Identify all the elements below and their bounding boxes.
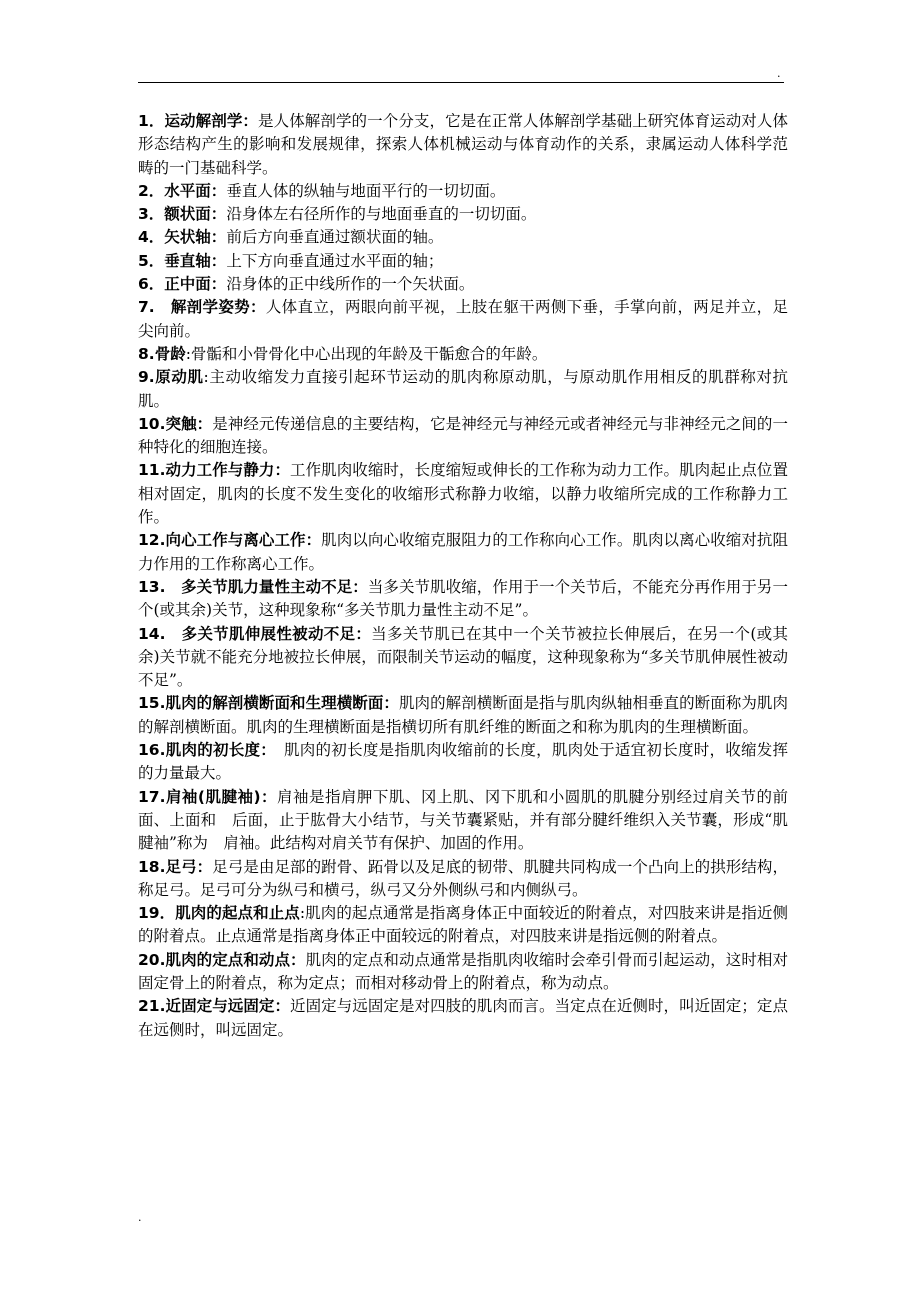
entry-number: 17. <box>138 787 166 806</box>
entry-number: 7. <box>138 298 171 317</box>
entry-term: 肩袖(肌腱袖)： <box>165 787 277 806</box>
entry-term: 原动肌 <box>154 368 204 387</box>
entry-term: 水平面： <box>164 181 227 200</box>
entry-definition: 近固定与远固定是对四肢的肌肉而言。当定点在近侧时，叫近固定；定点在远侧时，叫远固定。 <box>138 997 788 1039</box>
entry-18 <box>138 856 788 903</box>
footer-mark: . <box>138 1211 142 1224</box>
entry-number: 8. <box>138 344 155 363</box>
entry-definition: :骨骺和小骨骨化中心出现的年龄及干骺愈合的年龄。 <box>185 344 548 363</box>
entry-number: 6． <box>138 275 165 294</box>
entry-number: 15. <box>138 694 166 713</box>
entry-definition: 肩袖是指肩胛下肌、冈上肌、冈下肌和小圆肌的肌腱分别经过肩关节的前面、上面和 后面，止于肱骨大小结节，与关节囊紧贴，并有部分腱纤维织入关节囊，形成“肌腱袖”称为 肩袖。此结构对肩关节有保护、加固的作用。 <box>138 787 788 853</box>
entry-term: 额状面： <box>164 205 227 224</box>
entry-term: 解剖学姿势： <box>170 298 266 317</box>
entry-term: 肌肉的定点和动点： <box>165 950 306 969</box>
entry-21 <box>138 995 788 1042</box>
entry-7 <box>138 296 788 343</box>
entry-definition: 肌肉以向心收缩克服阻力的工作称向心工作。肌肉以离心收缩对抗阻力作用的工作称离心工作。 <box>138 531 788 573</box>
entry-definition: :主动收缩发力直接引起环节运动的肌肉称原动肌，与原动肌作用相反的肌群称对抗肌。 <box>138 368 788 410</box>
entry-number: 5． <box>138 251 165 270</box>
entry-term: 向心工作与离心工作： <box>165 531 322 550</box>
entry-3 <box>138 203 788 226</box>
entry-term: 垂直轴： <box>164 251 227 270</box>
entry-16 <box>138 739 788 786</box>
entry-number: 14. <box>138 624 182 643</box>
entry-term: 正中面： <box>164 275 227 294</box>
entry-term: 近固定与远固定： <box>165 997 291 1016</box>
entry-number: 20. <box>138 950 166 969</box>
entry-definition: 上下方向垂直通过水平面的轴； <box>226 251 444 270</box>
entry-definition: :肌肉的起点通常是指离身体正中面较近的附着点，对四肢来讲是指近侧的附着点。止点通常是指离身体正中面较远的附着点，对四肢来讲是指远侧的附着点。 <box>138 904 788 946</box>
entry-number: 9. <box>138 368 155 387</box>
entry-15 <box>138 692 788 739</box>
entry-term: 多关节肌力量性主动不足： <box>181 577 368 596</box>
entry-17 <box>138 786 788 856</box>
entry-number: 4． <box>138 228 165 247</box>
entry-9 <box>138 366 788 413</box>
entry-13 <box>138 576 788 623</box>
entry-definition: 当多关节肌已在其中一个关节被拉长伸展后，在另一个(或其余)关节就不能充分地被拉长伸展，而限制关节运动的幅度，这种现象称为“多关节肌伸展性被动不足”。 <box>138 624 788 690</box>
entry-definition: 人体直立，两眼向前平视，上肢在躯干两侧下垂，手掌向前，两足并立，足尖向前。 <box>138 298 788 340</box>
glossary-body <box>138 110 788 1042</box>
entry-number: 11. <box>138 461 166 480</box>
entry-10 <box>138 413 788 460</box>
entry-number: 12. <box>138 531 166 550</box>
entry-number: 1． <box>138 112 165 130</box>
entry-term: 肌肉的起点和止点 <box>175 904 300 923</box>
entry-definition: 肌肉的定点和动点通常是指肌肉收缩时会牵引骨而引起运动，这时相对固定骨上的附着点，称为定点；而相对移动骨上的附着点，称为动点。 <box>138 950 788 992</box>
entry-definition: 肌肉的解剖横断面是指与肌肉纵轴相垂直的断面称为肌肉的解剖横断面。肌肉的生理横断面是指横切所有肌纤维的断面之和称为肌肉的生理横断面。 <box>138 694 788 736</box>
header-mark: . <box>777 67 781 80</box>
entry-number: 18. <box>138 857 166 876</box>
entry-number: 10. <box>138 414 166 433</box>
entry-definition: 工作肌肉收缩时，长度缩短或伸长的工作称为动力工作。肌肉起止点位置相对固定，肌肉的长度不发生变化的收缩形式称静力收缩，以静力收缩所完成的工作称静力工作。 <box>138 461 788 527</box>
entry-12 <box>138 529 788 576</box>
entry-term: 动力工作与静力： <box>165 461 291 480</box>
entry-number: 3． <box>138 205 165 224</box>
entry-number: 19． <box>138 904 176 923</box>
entry-definition: 当多关节肌收缩，作用于一个关节后，不能充分再作用于另一个(或其余)关节，这种现象称“多关节肌力量性主动不足”。 <box>138 577 788 620</box>
entry-term: 矢状轴： <box>164 228 227 247</box>
entry-term: 运动解剖学： <box>164 112 259 130</box>
entry-20 <box>138 949 788 996</box>
header-rule <box>138 82 784 83</box>
entry-term: 多关节肌伸展性被动不足： <box>181 624 372 643</box>
entry-term: 足弓： <box>165 857 213 876</box>
entry-definition: 是人体解剖学的一个分支，它是在正常人体解剖学基础上研究体育运动对人体形态结构产生的影响和发展规律，探索人体机械运动与体育动作的关系，隶属运动人体科学范畴的一门基础科学。 <box>138 112 788 177</box>
entry-term: 肌肉的初长度： <box>165 741 269 760</box>
entry-1 <box>138 110 788 180</box>
entry-term: 突触： <box>165 414 213 433</box>
entry-definition: 沿身体左右径所作的与地面垂直的一切切面。 <box>226 205 537 224</box>
entry-term: 骨龄 <box>154 344 186 363</box>
entry-4 <box>138 226 788 249</box>
entry-number: 16. <box>138 741 166 760</box>
entry-term: 肌肉的解剖横断面和生理横断面： <box>165 694 399 713</box>
entry-definition: 垂直人体的纵轴与地面平行的一切切面。 <box>226 181 506 200</box>
entry-5 <box>138 250 788 273</box>
entry-11 <box>138 459 788 529</box>
entry-definition: 沿身体的正中线所作的一个矢状面。 <box>226 275 475 294</box>
entry-number: 2． <box>138 181 165 200</box>
entry-8 <box>138 343 788 366</box>
entry-definition: 肌肉的初长度是指肌肉收缩前的长度，肌肉处于适宜初长度时，收缩发挥的力量最大。 <box>138 741 788 783</box>
entry-6 <box>138 273 788 296</box>
entry-definition: 前后方向垂直通过额状面的轴。 <box>226 228 444 247</box>
entry-19 <box>138 902 788 949</box>
entry-number: 21. <box>138 997 166 1016</box>
entry-definition: 是神经元传递信息的主要结构，它是神经元与神经元或者神经元与非神经元之间的一种特化的细胞连接。 <box>138 414 788 457</box>
entry-definition: 足弓是由足部的跗骨、跖骨以及足底的韧带、肌腱共同构成一个凸向上的拱形结构，称足弓。足弓可分为纵弓和横弓，纵弓又分外侧纵弓和内侧纵弓。 <box>138 857 788 899</box>
entry-2 <box>138 180 788 203</box>
entry-number: 13. <box>138 577 182 596</box>
entry-14 <box>138 623 788 693</box>
